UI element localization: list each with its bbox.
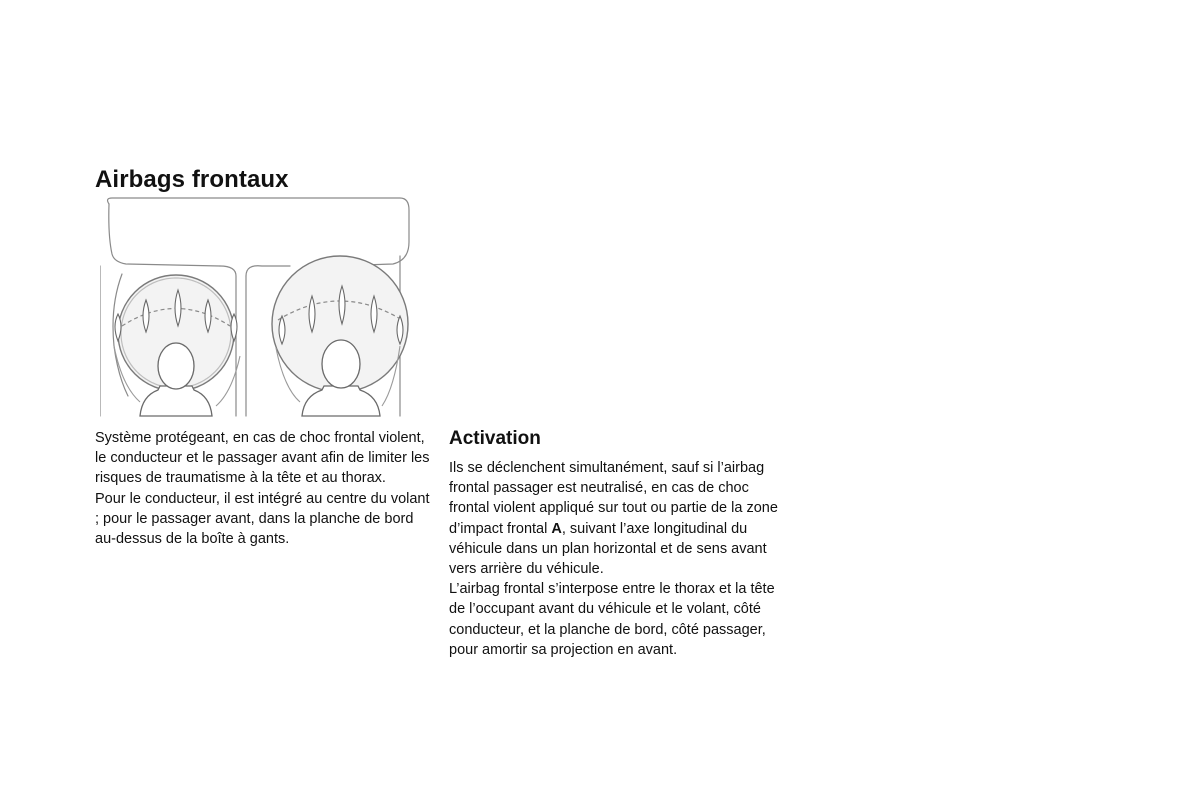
activation-paragraph-2: L’airbag frontal s’interpose entre le thorax et la tête de l’occupant avant du véhicule et le volant, côté conducteur, et la planche de bord, côté passager, pour amortir sa projection en avant. (449, 581, 775, 658)
dashboard-left-stub (109, 204, 220, 266)
impact-zone-label: A (551, 520, 562, 537)
activation-p1-after: , suivant l’axe longitudinal du véhicule dans un plan horizontal et de sens avant vers arrière du véhicule. (449, 520, 767, 578)
activation-title: Activation (449, 428, 541, 449)
airbags-diagram (100, 196, 416, 418)
activation-text (449, 458, 789, 660)
intro-paragraph-1: Système protégeant, en cas de choc frontal violent, le conducteur et le passager avant afin de limiter les risques de traumatisme à la tête et au thorax. (95, 430, 430, 487)
dashboard-outline (108, 198, 409, 266)
intro-text (95, 428, 435, 549)
intro-paragraph-2: Pour le conducteur, il est intégré au centre du volant ; pour le passager avant, dans la planche de bord au-dessus de la boîte à gants. (95, 490, 430, 548)
activation-p1-before: Ils se déclenchent simultanément, sauf si l’airbag frontal passager est neutralisé, en cas de choc frontal violent appliqué sur tout ou partie de la zone d’impact frontal (449, 460, 778, 537)
frontal-airbags-illustration-icon (100, 196, 416, 418)
page-title: Airbags frontaux (95, 166, 289, 193)
activation-paragraph-1 (449, 458, 789, 579)
